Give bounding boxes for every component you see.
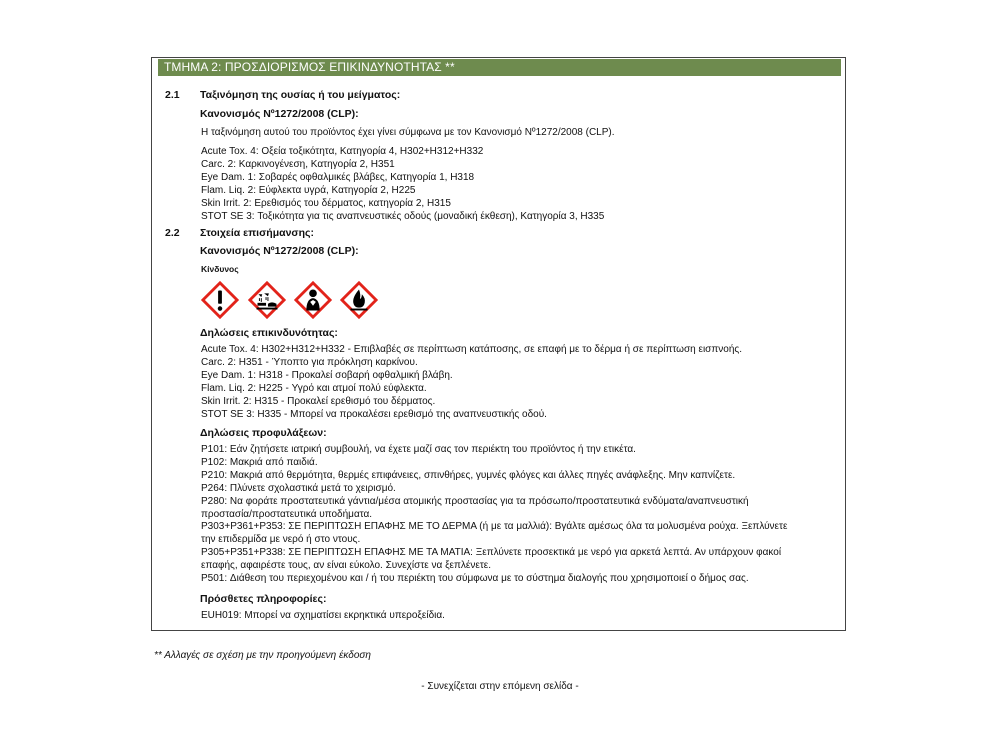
additional-info-heading: Πρόσθετες πληροφορίες: [200, 593, 327, 605]
list-item: P210: Μακριά από θερμότητα, θερμές επιφάνειες, σπινθήρες, γυμνές φλόγες και άλλες πηγές ανάφλεξης. Μην καπνίζετε. [201, 469, 736, 481]
health-hazard-icon [294, 281, 332, 319]
flame-icon [340, 281, 378, 319]
list-item: Acute Tox. 4: Οξεία τοξικότητα, Κατηγορία 4, H302+H312+H332 [201, 146, 484, 157]
section-header: ΤΜΗΜΑ 2: ΠΡΟΣΔΙΟΡΙΣΜΟΣ ΕΠΙΚΙΝΔΥΝΟΤΗΤΑΣ ** [158, 59, 841, 76]
section-number-2-1: 2.1 [165, 89, 180, 101]
hazard-statements-list [201, 344, 742, 421]
corrosion-icon [248, 281, 286, 319]
list-item: επαφής, αφαιρέστε τους, αν είναι εύκολο. Συνεχίστε να ξεπλένετε. [201, 560, 492, 572]
list-item: P102: Μακριά από παιδιά. [201, 456, 318, 468]
regulation-heading-2-2: Κανονισμός Nº1272/2008 (CLP): [200, 245, 359, 257]
list-item: STOT SE 3: Τοξικότητα για τις αναπνευστικές οδούς (μοναδική έκθεση), Κατηγορία 3, H335 [201, 210, 605, 222]
list-item: Eye Dam. 1: H318 - Προκαλεί σοβαρή οφθαλμική βλάβη. [201, 369, 453, 381]
list-item: προστασία/προστατευτικά υποδήματα. [201, 508, 373, 520]
list-item: P303+P361+P353: ΣΕ ΠΕΡΙΠΤΩΣΗ ΕΠΑΦΗΣ ΜΕ ΤΟ ΔΕΡΜΑ (ή με τα μαλλιά): Βγάλτε αμέσως όλα τα μολυσμένα ρούχα. Ξεπλύνετε [201, 521, 788, 533]
list-item: P264: Πλύνετε σχολαστικά μετά το χειρισμό. [201, 482, 396, 494]
list-item: P280: Να φοράτε προστατευτικά γάντια/μέσα ατομικής προστασίας για τα πρόσωπο/προστατευτικά ενδύματα/αναπνευστική [201, 495, 749, 507]
list-item: P501: Διάθεση του περιεχομένου και / ή του περιέκτη του σύμφωνα με το σύστημα διαλογής που χρησιμοποιεί ο δήμος σας. [201, 573, 749, 585]
precaution-statements-list [201, 444, 787, 586]
list-item: STOT SE 3: H335 - Μπορεί να προκαλέσει ερεθισμό της αναπνευστικής οδού. [201, 408, 547, 420]
list-item: Eye Dam. 1: Σοβαρές οφθαλμικές βλάβες, Κατηγορία 1, H318 [201, 171, 475, 183]
section-number-2-2: 2.2 [165, 227, 180, 239]
signal-word: Κίνδυνος [201, 264, 239, 274]
section-title-2-1: Ταξινόμηση της ουσίας ή του μείγματος: [200, 89, 401, 101]
list-item: Skin Irrit. 2: Ερεθισμός του δέρματος, κατηγορία 2, H315 [201, 197, 451, 209]
section-title-2-2: Στοιχεία επισήμανσης: [200, 227, 314, 239]
list-item: την επιδερμίδα με νερό ή στο ντους. [201, 534, 361, 546]
continuation-note: - Συνεχίζεται στην επόμενη σελίδα - [421, 681, 579, 692]
classification-intro: Η ταξινόμηση αυτού του προϊόντος έχει γίνει σύμφωνα με τον Κανονισμό Nº1272/2008 (CLP). [201, 127, 615, 138]
regulation-heading-2-1: Κανονισμός Νº1272/2008 (CLP): [200, 108, 359, 120]
additional-info-text: EUH019: Μπορεί να σχηματίσει εκρηκτικά υπεροξείδια. [201, 610, 445, 621]
list-item: Carc. 2: H351 - Ύποπτο για πρόκληση καρκίνου. [201, 356, 418, 368]
list-item: P101: Εάν ζητήσετε ιατρική συμβουλή, να έχετε μαζί σας τον περιέκτη του προϊόντος ή την ετικέτα. [201, 444, 636, 455]
list-item: Flam. Liq. 2: H225 - Υγρό και ατμοί πολύ εύφλεκτα. [201, 382, 427, 394]
precaution-statements-heading: Δηλώσεις προφυλάξεων: [200, 427, 327, 439]
exclamation-mark-icon [201, 281, 239, 319]
classification-list [201, 146, 604, 223]
hazard-statements-heading: Δηλώσεις επικινδυνότητας: [200, 327, 338, 339]
list-item: Carc. 2: Καρκινογένεση, Κατηγορία 2, H351 [201, 158, 395, 170]
footnote: ** Αλλαγές σε σχέση με την προηγούμενη έκδοση [154, 650, 371, 661]
list-item: Flam. Liq. 2: Εύφλεκτα υγρά, Κατηγορία 2, H225 [201, 184, 416, 196]
list-item: Acute Tox. 4: H302+H312+H332 - Επιβλαβές σε περίπτωση κατάποσης, σε επαφή με το δέρμα ή σε περίπτωση εισπνοής. [201, 344, 742, 355]
list-item: Skin Irrit. 2: H315 - Προκαλεί ερεθισμό του δέρματος. [201, 395, 436, 407]
list-item: P305+P351+P338: ΣΕ ΠΕΡΙΠΤΩΣΗ ΕΠΑΦΗΣ ΜΕ ΤΑ ΜΑΤΙΑ: Ξεπλύνετε προσεκτικά με νερό για αρκετά λεπτά. Αν υπάρχουν φακοί [201, 547, 782, 559]
